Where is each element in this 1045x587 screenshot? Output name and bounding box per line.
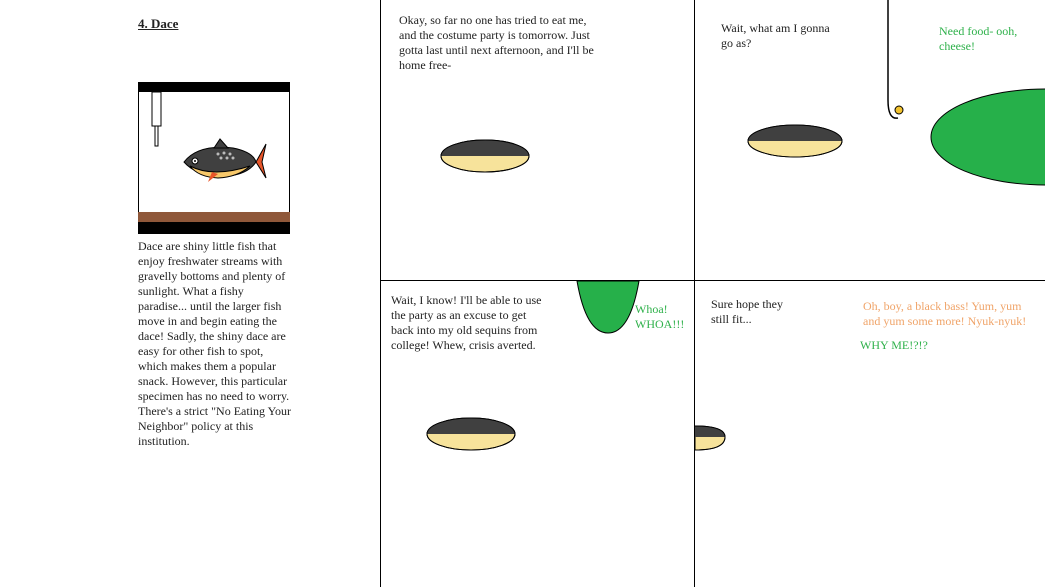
dace-fish-icon bbox=[747, 123, 845, 159]
dace-fish-icon bbox=[695, 424, 727, 452]
panel-3-side-dialogue: Whoa! WHOA!!! bbox=[635, 302, 685, 331]
aquarium-illustration bbox=[138, 82, 290, 234]
panel-4-side-dialogue: Oh, boy, a black bass! Yum, yum and yum some more! Nyuk-nyuk! bbox=[863, 299, 1027, 328]
dace-fish-icon bbox=[440, 138, 532, 174]
dace-fish-icon bbox=[426, 416, 518, 452]
species-description: Dace are shiny little fish that enjoy freshwater streams with gravelly bottoms and plenty of sunlight. What a fishy paradise... until the larger fish move in and begin eating the dace! Sadly, the shiny dace are easy for other fish to spot, which makes them a popular snack. However, this particular specimen has no need to worry. There's a strict "No Eating Your Neighbor" policy at this institution. bbox=[138, 239, 292, 448]
panel-divider-middle bbox=[694, 0, 695, 587]
bass-fish-icon bbox=[576, 281, 640, 335]
panel-divider-left bbox=[380, 0, 381, 587]
panel-divider-horizontal bbox=[380, 280, 1045, 281]
panel-2-dialogue: Wait, what am I gonna go as? bbox=[721, 21, 830, 50]
page-title: 4. Dace bbox=[138, 16, 179, 31]
panel-2-side-dialogue: Need food- ooh, cheese! bbox=[939, 24, 1018, 53]
panel-4-shout: WHY ME!?!? bbox=[860, 338, 928, 352]
panel-4-dialogue: Sure hope they still fit... bbox=[711, 297, 783, 326]
bass-fish-icon bbox=[930, 88, 1045, 186]
fishing-hook-icon bbox=[880, 0, 910, 125]
panel-1-dialogue: Okay, so far no one has tried to eat me, and the costume party is tomorrow. Just gotta last until next afternoon, and I'll be home free- bbox=[399, 13, 594, 72]
panel-3-dialogue: Wait, I know! I'll be able to use the party as an excuse to get back into my old sequins from college! Whew, crisis averted. bbox=[391, 293, 542, 352]
